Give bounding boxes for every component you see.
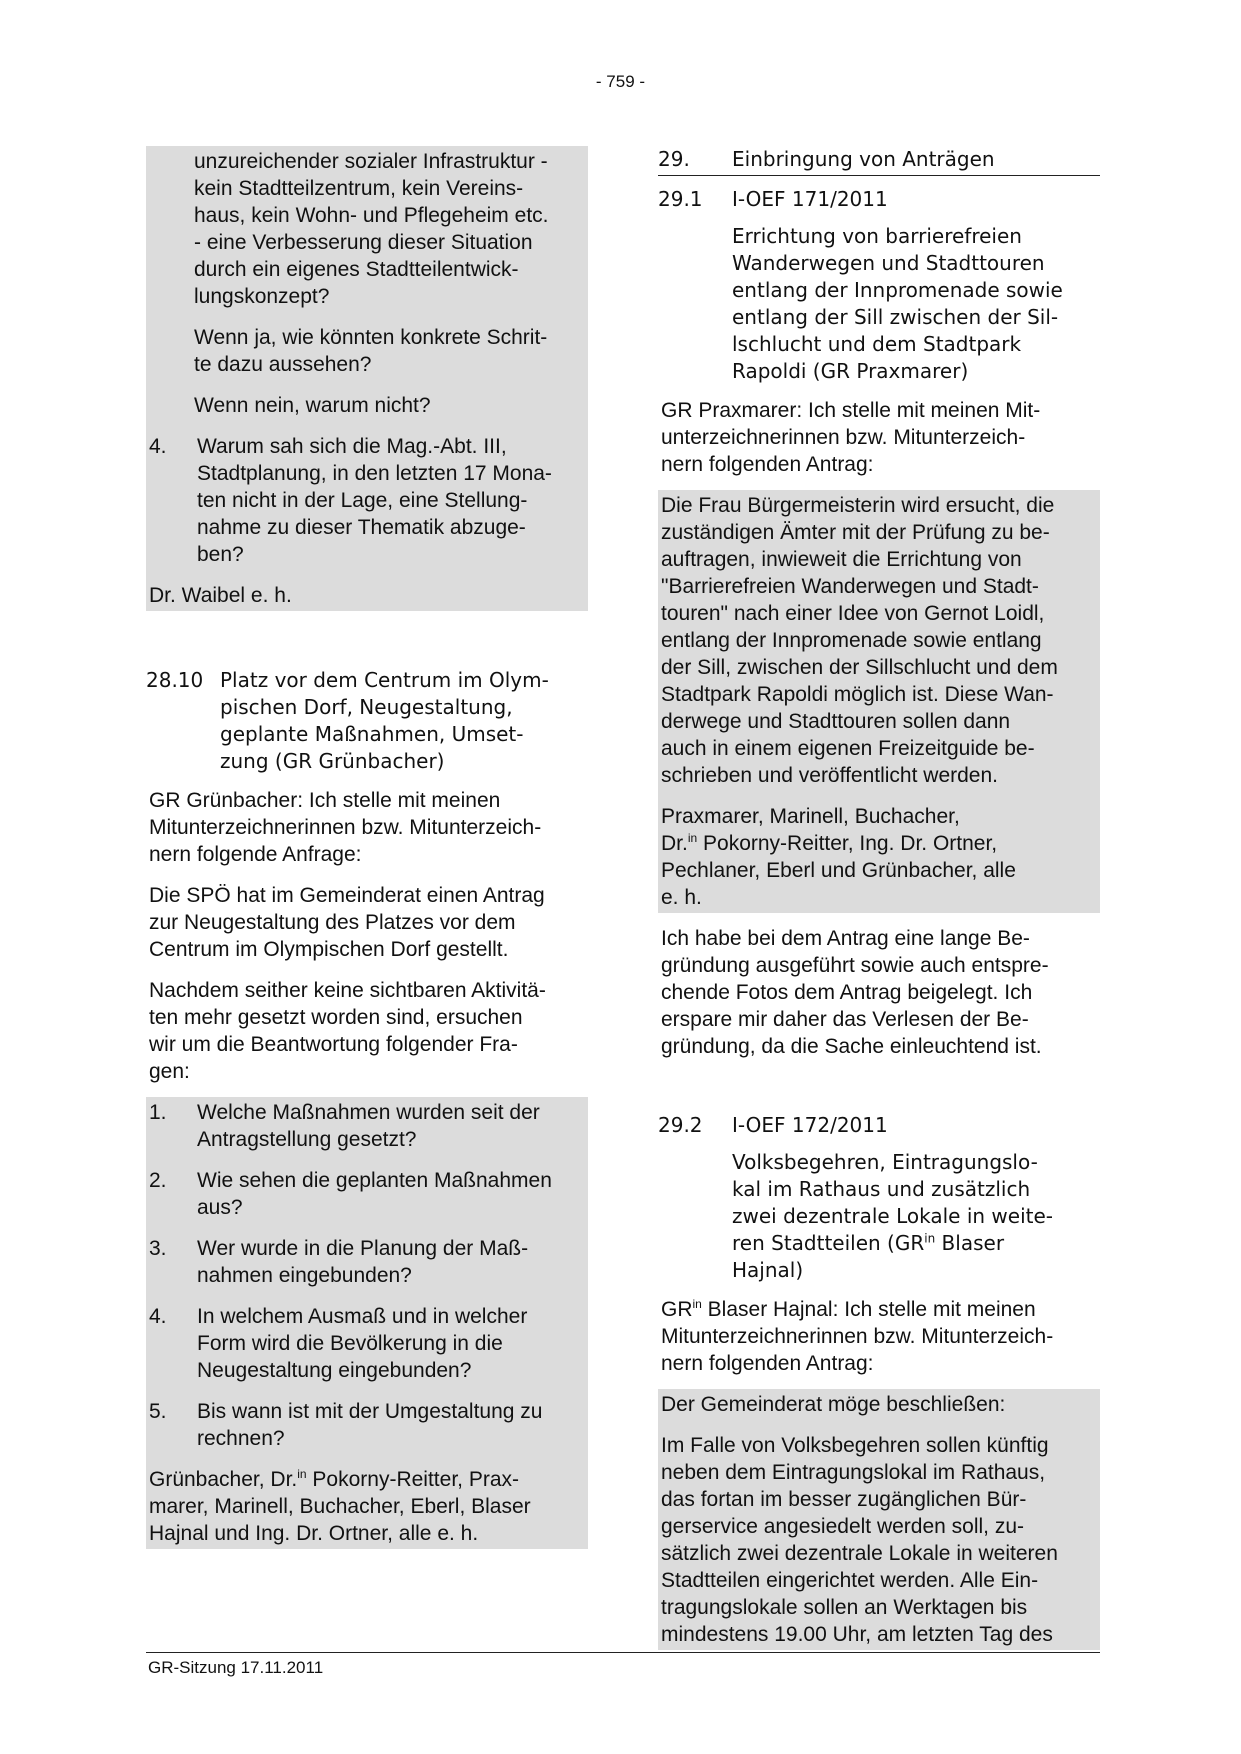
question-item: 4. Warum sah sich die Mag.-Abt. III, Stadtplanung, in den letzten 17 Mona- ten nicht in der Lage, eine Stellung- nahme zu dieser Thematik abzuge- ben? bbox=[149, 435, 552, 566]
signoff: Dr. Waibel e. h. bbox=[149, 584, 292, 607]
question-item: 3. Wer wurde in die Planung der Maß- nahmen eingebunden? bbox=[149, 1237, 529, 1287]
motion-block bbox=[658, 1389, 1100, 1650]
question-item: 4. In welchem Ausmaß und in welcher Form wird die Bevölkerung in die Neugestaltung eingebunden? bbox=[149, 1305, 528, 1382]
body-paragraph: Die SPÖ hat im Gemeinderat einen Antrag zur Neugestaltung des Platzes vor dem Centrum im Olympischen Dorf gestellt. bbox=[149, 884, 545, 961]
section-heading-29: 29. Einbringung von Anträgen bbox=[658, 146, 1100, 176]
footer-session-date: GR-Sitzung 17.11.2011 bbox=[148, 1658, 324, 1677]
intro-paragraph: GR Grünbacher: Ich stelle mit meinen Mitunterzeichnerinnen bzw. Mitunterzeich- nern folgende Anfrage: bbox=[149, 789, 542, 866]
motion-text: Die Frau Bürgermeisterin wird ersucht, die zuständigen Ämter mit der Prüfung zu be- auftragen, inwieweit die Errichtung von "Barrierefreien Wanderwegen und Stadt- touren" nach einer Idee von Gernot Loidl, entlang der Innpromenade sowie entlang der Sill, zwischen der Sillschlucht und dem Stadtpark Rapoldi möglich ist. Diese Wan- derwege und Stadttouren sollen dann auch in einem eigenen Freizeitguide be- schrieben und veröffentlicht werden. bbox=[661, 494, 1058, 787]
subsection-heading-29-2: 29.2 I-OEF 172/2011 bbox=[658, 1113, 888, 1137]
left-column bbox=[146, 146, 588, 1549]
motion-block bbox=[658, 490, 1100, 913]
subsection-heading-29-1: 29.1 I-OEF 171/2011 bbox=[658, 187, 888, 211]
section-heading-28-10: 28.10 Platz vor dem Centrum im Olym- pischen Dorf, Neugestaltung, geplante Maßnahmen, Umset- zung (GR Grünbacher) bbox=[146, 668, 549, 773]
signatories: Grünbacher, Dr.$^{in}$ Pokorny-Reitter, Prax- marer, Marinell, Buchacher, Eberl, Blaser Hajnal und Ing. Dr. Ortner, alle e. h. bbox=[149, 1467, 531, 1545]
body-paragraph: Ich habe bei dem Antrag eine lange Be- gründung ausgeführt sowie auch entspre- chende Fotos dem Antrag beigelegt. Ich erspare mir daher das Verlesen der Be- gründung, da die Sache einleuchtend ist. bbox=[661, 927, 1049, 1058]
page-number: - 759 - bbox=[595, 72, 646, 91]
question-item: 1. Welche Maßnahmen wurden seit der Antragstellung gesetzt? bbox=[149, 1101, 540, 1151]
question-block bbox=[146, 1097, 588, 1549]
footer-divider bbox=[146, 1652, 1100, 1653]
continuation-paragraph-3: Wenn nein, warum nicht? bbox=[194, 394, 431, 417]
question-block-continuation bbox=[146, 146, 588, 611]
motion-heading: Der Gemeinderat möge beschließen: bbox=[661, 1393, 1006, 1416]
question-item: 5. Bis wann ist mit der Umgestaltung zu rechnen? bbox=[149, 1400, 543, 1450]
motion-title: Volksbegehren, Eintragungslo- kal im Rathaus und zusätzlich zwei dezentrale Lokale in weite- ren Stadtteilen ($GR^{in}$ Blaser Hajnal) bbox=[732, 1150, 1053, 1282]
continuation-paragraph-2: Wenn ja, wie könnten konkrete Schrit- te dazu aussehen? bbox=[194, 326, 548, 376]
question-item: 2. Wie sehen die geplanten Maßnahmen aus? bbox=[149, 1169, 552, 1219]
signatories: Praxmarer, Marinell, Buchacher, Dr.$^{in}$ Pokorny-Reitter, Ing. Dr. Ortner, Pechlaner, Eberl und Grünbacher, alle e. h. bbox=[661, 805, 1016, 909]
body-paragraph: Nachdem seither keine sichtbaren Aktivitä- ten mehr gesetzt worden sind, ersuchen wir um die Beantwortung folgender Fra- gen: bbox=[149, 979, 546, 1083]
right-column bbox=[658, 146, 1100, 1650]
continuation-paragraph: unzureichender sozialer Infrastruktur - kein Stadtteilzentrum, kein Vereins- haus, kein Wohn- und Pflegeheim etc. - eine Verbesserung dieser Situation durch ein eigenes Stadtteilentwick- lungskonzept? bbox=[194, 150, 549, 308]
intro-paragraph: GR Praxmarer: Ich stelle mit meinen Mit- unterzeichnerinnen bzw. Mitunterzeich- nern folgenden Antrag: bbox=[661, 399, 1041, 476]
motion-title: Errichtung von barrierefreien Wanderwegen und Stadttouren entlang der Innpromenade sowie entlang der Sill zwischen der Sil- lschlucht und dem Stadtpark Rapoldi (GR Praxmarer) bbox=[732, 224, 1063, 383]
motion-text: Im Falle von Volksbegehren sollen künftig neben dem Eintragungslokal im Rathaus, das fortan im besser zugänglichen Bür- gerservice angesiedelt werden soll, zu- sätzlich zwei dezentrale Lokale in weiteren Stadtteilen eingerichtet werden. Alle Ein- tragungslokale sollen an Werktagen bis mindestens 19.00 Uhr, am letzten Tag des bbox=[661, 1434, 1058, 1646]
intro-paragraph: $GR^{in}$ Blaser Hajnal: Ich stelle mit meinen Mitunterzeichnerinnen bzw. Mitunterzeich- nern folgenden Antrag: bbox=[661, 1297, 1054, 1375]
